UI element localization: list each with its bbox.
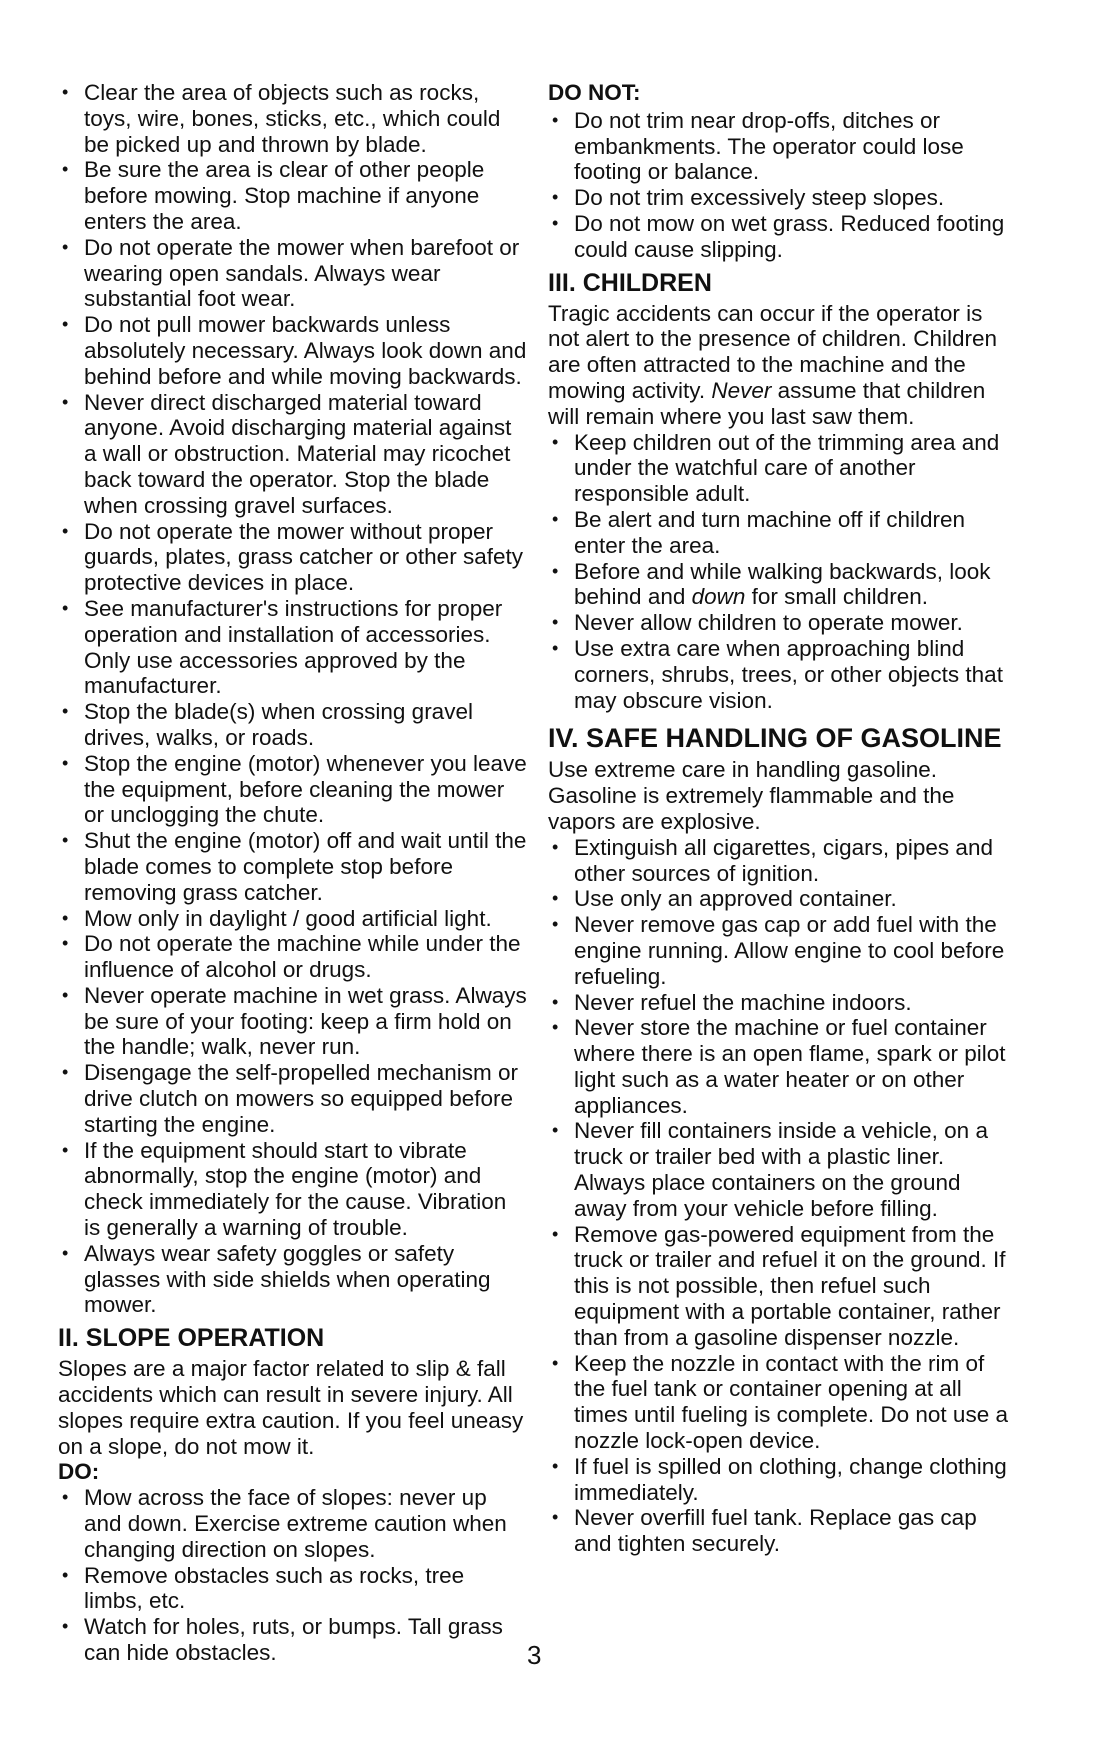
list-item: • Do not trim near drop-offs, ditches or embankments. The operator could lose footing or balance. xyxy=(548,108,1018,185)
general-safety-list xyxy=(58,80,528,1318)
list-item: • If the equipment should start to vibrate abnormally, stop the engine (motor) and check immediately for the cause. Vibration is generally a warning of trouble. xyxy=(58,1138,528,1241)
list-item: • Shut the engine (motor) off and wait until the blade comes to complete stop before removing grass catcher. xyxy=(58,828,528,905)
slope-operation-heading: II. SLOPE OPERATION xyxy=(58,1324,325,1353)
do-not-list xyxy=(548,108,1018,263)
list-item: • Watch for holes, ruts, or bumps. Tall grass can hide obstacles. xyxy=(58,1614,528,1666)
list-item: • Be alert and turn machine off if children enter the area. xyxy=(548,507,1018,559)
children-intro-never: Never xyxy=(711,377,772,403)
list-item: • Clear the area of objects such as rocks, toys, wire, bones, sticks, etc., which could be picked up and thrown by blade. xyxy=(58,80,528,157)
list-item: • Use extra care when approaching blind corners, shrubs, trees, or other objects that may obscure vision. xyxy=(548,636,1018,713)
do-subheading: DO: xyxy=(58,1459,100,1485)
gasoline-heading: IV. SAFE HANDLING OF GASOLINE xyxy=(548,723,1002,754)
list-item: • Do not operate the mower when barefoot or wearing open sandals. Always wear substantial foot wear. xyxy=(58,235,528,312)
children-intro-part1: Tragic accidents can occur if the operator is not alert to the presence of children. Children are often attracted to the machine and the mowing activity. xyxy=(548,300,998,403)
list-item: • Never refuel the machine indoors. xyxy=(548,990,1018,1016)
list-item: • Never fill containers inside a vehicle, on a truck or trailer bed with a plastic liner. Always place containers on the ground away from your vehicle before filling. xyxy=(548,1118,1018,1221)
list-item: • If fuel is spilled on clothing, change clothing immediately. xyxy=(548,1454,1018,1506)
list-item xyxy=(548,559,1018,611)
list-item: • Do not trim excessively steep slopes. xyxy=(548,185,1018,211)
list-item: • See manufacturer's instructions for proper operation and installation of accessories. Only use accessories approved by the manufacturer. xyxy=(58,596,528,699)
list-item: • Mow only in daylight / good artificial light. xyxy=(58,906,528,932)
list-item: • Extinguish all cigarettes, cigars, pipes and other sources of ignition. xyxy=(548,835,1018,887)
list-item: • Remove gas-powered equipment from the truck or trailer and refuel it on the ground. If this is not possible, then refuel such equipment with a portable container, rather than from a gasoline dispenser nozzle. xyxy=(548,1222,1018,1351)
children-intro-paragraph xyxy=(548,301,1018,430)
list-item: • Always wear safety goggles or safety glasses with side shields when operating mower. xyxy=(58,1241,528,1318)
list-item: • Mow across the face of slopes: never up and down. Exercise extreme caution when changing direction on slopes. xyxy=(58,1485,528,1562)
list-item: • Do not operate the mower without proper guards, plates, grass catcher or other safety protective devices in place. xyxy=(58,519,528,596)
list-item: • Be sure the area is clear of other people before mowing. Stop machine if anyone enters the area. xyxy=(58,157,528,234)
right-column xyxy=(548,80,1018,1557)
gasoline-intro-paragraph: Use extreme care in handling gasoline. Gasoline is extremely flammable and the vapors are explosive. xyxy=(548,757,955,834)
list-item: • Keep the nozzle in contact with the rim of the fuel tank or container opening at all times until fueling is complete. Do not use a nozzle lock-open device. xyxy=(548,1351,1018,1454)
list-item: • Disengage the self-propelled mechanism or drive clutch on mowers so equipped before starting the engine. xyxy=(58,1060,528,1137)
list-item: • Do not mow on wet grass. Reduced footing could cause slipping. xyxy=(548,211,1018,263)
backwards-text-down: down xyxy=(691,584,746,610)
children-list xyxy=(548,430,1018,714)
list-item: • Never remove gas cap or add fuel with the engine running. Allow engine to cool before refueling. xyxy=(548,912,1018,989)
list-item: • Stop the engine (motor) whenever you leave the equipment, before cleaning the mower or unclogging the chute. xyxy=(58,751,528,828)
list-item: • Stop the blade(s) when crossing gravel drives, walks, or roads. xyxy=(58,699,528,751)
do-list xyxy=(58,1485,528,1666)
list-item: • Do not pull mower backwards unless absolutely necessary. Always look down and behind before and while moving backwards. xyxy=(58,312,528,389)
list-item: • Remove obstacles such as rocks, tree limbs, etc. xyxy=(58,1563,528,1615)
slope-intro-paragraph: Slopes are a major factor related to slip & fall accidents which can result in severe injury. All slopes require extra caution. If you feel uneasy on a slope, do not mow it. xyxy=(58,1356,524,1459)
list-item: • Never allow children to operate mower. xyxy=(548,610,1018,636)
list-item: • Never overfill fuel tank. Replace gas cap and tighten securely. xyxy=(548,1505,1018,1557)
children-heading: III. CHILDREN xyxy=(548,268,712,297)
list-item: • Use only an approved container. xyxy=(548,886,1018,912)
gasoline-list xyxy=(548,835,1018,1557)
backwards-text-part2: for small children. xyxy=(745,584,928,610)
left-column xyxy=(58,80,528,1666)
do-not-subheading: DO NOT: xyxy=(548,80,641,105)
backwards-text-part1: Before and while walking backwards, look behind and xyxy=(574,558,991,610)
list-item: • Never direct discharged material toward anyone. Avoid discharging material against a wall or obstruction. Material may ricochet back toward the operator. Stop the blade when crossing gravel surfaces. xyxy=(58,390,528,519)
list-item: • Never store the machine or fuel container where there is an open flame, spark or pilot light such as a water heater or on other appliances. xyxy=(548,1015,1018,1118)
list-item: • Never operate machine in wet grass. Always be sure of your footing: keep a firm hold on the handle; walk, never run. xyxy=(58,983,528,1060)
list-item: • Do not operate the machine while under the influence of alcohol or drugs. xyxy=(58,931,528,983)
page-number: 3 xyxy=(527,1640,542,1670)
children-intro-part2: assume that children will remain where you last saw them. xyxy=(548,377,986,429)
list-item: • Keep children out of the trimming area and under the watchful care of another responsible adult. xyxy=(548,430,1018,507)
